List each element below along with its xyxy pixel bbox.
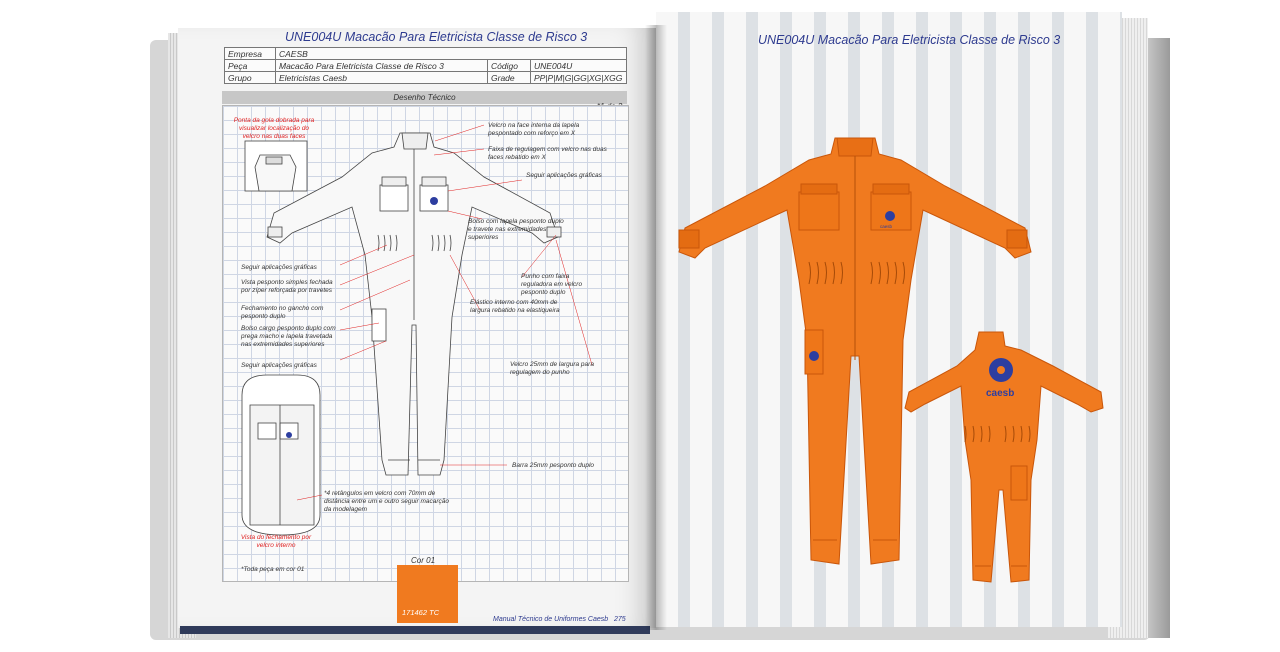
- annotation-elastic: Elástico interno com 40mm de largura rebatido na elastiqueira: [470, 299, 560, 314]
- page-bottom-edge: [180, 626, 650, 634]
- right-page-title: UNE004U Macacão Para Eletricista Classe de Risco 3: [758, 33, 1061, 47]
- empresa-label: Empresa: [225, 48, 276, 60]
- annotation-adjust-strip: Faixa de regulagem com velcro nas duas faces rebatido em X: [488, 146, 607, 161]
- back-logo-text: caesb: [986, 388, 1015, 399]
- annotation-barra: Barra 25mm pesponto duplo: [512, 462, 595, 469]
- left-page-title: UNE004U Macacão Para Eletricista Classe de Risco 3: [285, 30, 588, 44]
- page-number: 275: [614, 616, 626, 623]
- front-logo-text: caesb: [880, 224, 893, 229]
- coverall-illustrations: [675, 130, 1125, 590]
- annotation-toda-peca: *Toda peça em cor 01: [241, 566, 305, 573]
- grupo-value: Eletricistas Caesb: [276, 72, 488, 84]
- section-title: Desenho Técnico: [222, 91, 627, 104]
- front-logo-mark: [885, 211, 895, 221]
- color-code: 171462 TC: [402, 608, 440, 617]
- front-pocket-logo-mark: [809, 351, 819, 361]
- grade-value: PP|P|M|G|GG|XG|XGG: [531, 72, 627, 84]
- spec-table: [224, 47, 627, 84]
- color-label: Cor 01: [411, 556, 436, 565]
- annotation-graphics-1: Seguir aplicações gráficas: [526, 172, 602, 179]
- annotation-velcro-25: Velcro 25mm de largura para regulagem do punho: [510, 361, 594, 376]
- annotation-pocket-lapel: Bolso com lapela pesponto duplo e travete nas extremidades superiores: [468, 218, 564, 241]
- footer-text: Manual Técnico de Uniformes Caesb: [493, 616, 609, 623]
- peca-label: Peça: [225, 60, 276, 72]
- annotation-velcro-lapel: Velcro na face interna da lapela pespontado com reforço em X: [488, 122, 580, 137]
- annotation-graphics-3: Seguir aplicações gráficas: [241, 362, 317, 369]
- empresa-value: CAESB: [276, 48, 627, 60]
- grade-label: Grade: [488, 72, 531, 84]
- grupo-label: Grupo: [225, 72, 276, 84]
- annotation-hook: Fechamento no gancho com pesponto duplo: [241, 305, 324, 320]
- annotation-rectangles: *4 retângulos em velcro com 70mm de distância entre um e outro seguir macarção da modelagem: [324, 490, 450, 513]
- annotation-zipper: Vista pesponto simples fechada por zíper reforçada por travetes: [241, 279, 333, 294]
- codigo-value: UNE004U: [531, 60, 627, 72]
- annotation-cargo: Bolso cargo pesponto duplo com prega macho e lapela travetada nas extremidades superiores: [241, 325, 336, 348]
- annotation-collar: Ponta da gola dobrada para visualizar localização do velcro nas duas faces: [233, 117, 315, 140]
- annotation-closure-view: Vista do fechamento por velcro interno: [240, 534, 312, 549]
- annotation-graphics-2: Seguir aplicações gráficas: [241, 264, 317, 271]
- peca-value: Macacão Para Eletricista Classe de Risco 3: [276, 60, 488, 72]
- book-spine: [645, 25, 667, 630]
- annotation-cuff: Punho com faixa reguladora em velcro pesponto duplo: [521, 273, 583, 296]
- codigo-label: Código: [488, 60, 531, 72]
